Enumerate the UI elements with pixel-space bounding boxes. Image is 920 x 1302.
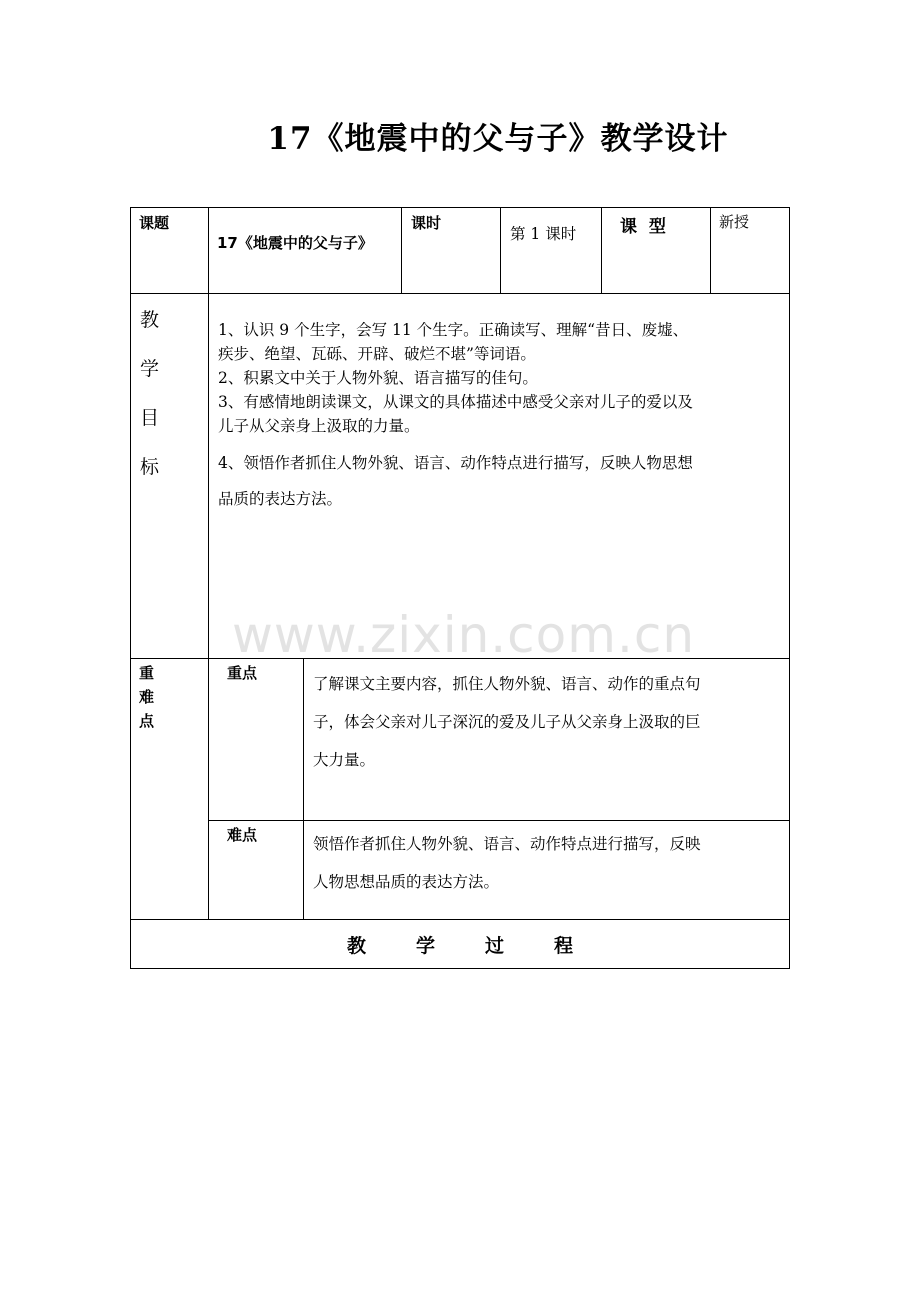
table-divider <box>401 207 402 294</box>
table-divider <box>710 207 711 294</box>
goals-label-char: 目 <box>140 407 160 429</box>
document-title: 17《地震中的父与子》教学设计 <box>267 121 729 157</box>
period-label: 课时 <box>411 214 442 232</box>
teaching-process-header <box>131 920 789 968</box>
goals-label-char: 学 <box>140 358 160 380</box>
goal-line: 4、领悟作者抓住人物外貌、语言、动作特点进行描写，反映人物思想 <box>218 454 693 472</box>
goals-label <box>140 305 159 501</box>
goal-line: 品质的表达方法。 <box>218 490 343 508</box>
process-char: 过 <box>485 934 505 957</box>
goals-label-char: 标 <box>140 456 160 478</box>
difficult-point-label: 难点 <box>227 826 258 844</box>
goal-line: 1、认识 9 个生字，会写 11 个生字。正确读写、理解“昔日、废墟、 <box>218 321 689 339</box>
difficult-point-line: 领悟作者抓住人物外貌、语言、动作特点进行描写，反映 <box>313 835 701 853</box>
key-point-line: 了解课文主要内容，抓住人物外貌、语言、动作的重点句 <box>313 675 701 693</box>
goal-line: 3、有感情地朗读课文，从课文的具体描述中感受父亲对儿子的爱以及 <box>218 393 693 411</box>
key-point-line: 子，体会父亲对儿子深沉的爱及儿子从父亲身上汲取的巨 <box>313 713 701 731</box>
keypoints-label-char: 难 <box>139 688 155 706</box>
keypoints-label-char: 重 <box>139 664 155 682</box>
table-divider <box>208 820 790 821</box>
watermark-text: www.zixin.com.cn <box>232 606 696 664</box>
table-divider <box>500 207 501 294</box>
goals-label-char: 教 <box>140 309 160 331</box>
topic-value: 17《地震中的父与子》 <box>217 234 373 252</box>
process-char: 学 <box>415 934 435 957</box>
goal-line: 疾步、绝望、瓦砾、开辟、破烂不堪”等词语。 <box>218 345 536 363</box>
key-point-line: 大力量。 <box>313 751 376 769</box>
table-border-left <box>130 207 131 969</box>
goal-line: 2、积累文中关于人物外貌、语言描写的佳句。 <box>218 369 538 387</box>
type-value: 新授 <box>719 213 750 231</box>
table-divider <box>130 293 790 294</box>
topic-label: 课题 <box>139 214 170 232</box>
period-value: 第 1 课时 <box>510 225 577 243</box>
table-divider <box>208 207 209 920</box>
key-point-label: 重点 <box>227 664 258 682</box>
table-border-bottom <box>130 968 790 969</box>
keypoints-label-char: 点 <box>139 712 155 730</box>
process-char: 教 <box>346 934 366 957</box>
type-label: 课 型 <box>620 217 666 237</box>
process-char: 程 <box>554 934 574 957</box>
difficult-point-line: 人物思想品质的表达方法。 <box>313 873 500 891</box>
table-divider <box>601 207 602 294</box>
keypoints-label <box>139 661 154 733</box>
table-border-right <box>789 207 790 969</box>
goal-line: 儿子从父亲身上汲取的力量。 <box>218 417 420 435</box>
table-border-top <box>130 207 790 208</box>
table-divider <box>303 658 304 920</box>
